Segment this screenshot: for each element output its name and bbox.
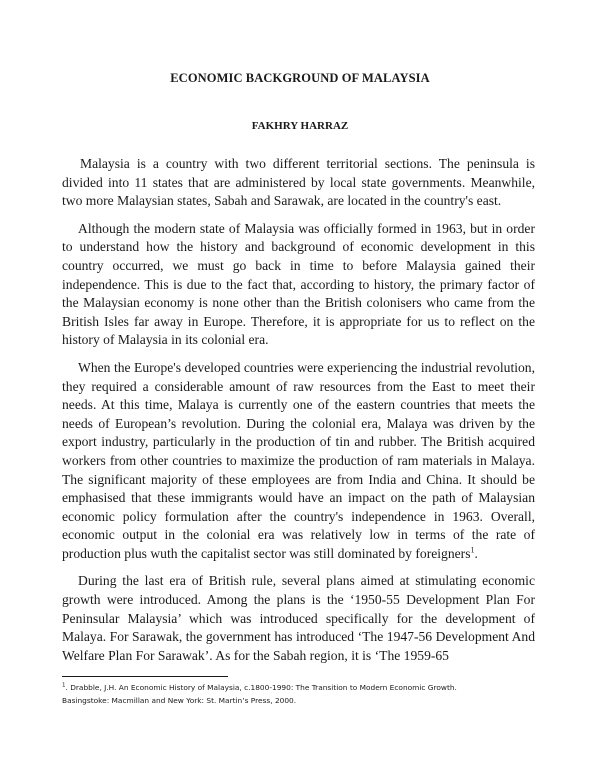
footnote-text-1: . Drabble, J.H. An Economic History of Malaysia, c.1800-1990: The Transition to Modern Economic Growth. (65, 683, 457, 692)
paragraph-3: When the Europe's developed countries were experiencing the industrial revolution, they required a considerable amount of raw resources from the East to meet their needs. At this time, Malaya is currently one of the eastern countries that meets the needs of European’s revolution. During the colonial era, Malaya was driven by the export industry, particularly in the production of tin and rubber. The British acquired workers from other countries to maximize the production of ram materials in Malaya. The significant majority of these employees are from India and China. It should be emphasised that these immigrants would have an impact on the path of Malaysian economic policy formulation after the country's independence in 1963. Overall, economic output in the colonial era was relatively low in terms of the rate of production plus wuth the capitalist sector was still dominated by foreigners$^1$. (62, 359, 535, 561)
document-body (62, 155, 535, 674)
footnote-divider (62, 676, 228, 677)
footnote-reference[interactable]: 1 (470, 545, 475, 555)
author-name: FAKHRY HARRAZ (251, 120, 349, 132)
paragraph-4: During the last era of British rule, several plans aimed at stimulating economic growth were introduced. Among the plans is the ‘1950-55 Development Plan For Peninsular Malaysia’ which was introduced specifically for the development of Malaya. For Sarawak, the government has introduced ‘The 1947-56 Development And Welfare Plan For Sarawak’. As for the Sabah region, it is ‘The 1959-65 (62, 573, 535, 663)
document-title: ECONOMIC BACKGROUND OF MALAYSIA (170, 71, 430, 85)
footnote (62, 682, 542, 707)
paragraph-2: Although the modern state of Malaysia was officially formed in 1963, but in order to understand how the history and background of economic development in this country occurred, we must go back in time to before Malaysia gained their independence. This is due to the fact that, according to history, the primary factor of the Malaysian economy is none other than the British colonisers who came from the British Isles far away in Europe. Therefore, it is appropriate for us to reflect on the history of Malaysia in its colonial era. (62, 220, 535, 348)
footnote-line-1 (62, 682, 542, 695)
footnote-marker: 1 (62, 682, 66, 689)
footnote-text-2: Basingstoke: Macmillan and New York: St. Martin’s Press, 2000. (62, 695, 297, 705)
paragraph-1: Malaysia is a country with two different territorial sections. The peninsula is divided into 11 states that are administered by local state governments. Meanwhile, two more Malaysian states, Sabah and Sarawak, are located in the country's east. (62, 156, 535, 209)
paragraph-3-text: When the Europe's developed countries were experiencing the industrial revolution, they required a considerable amount of raw resources from the East to meet their needs. At this time, Malaya is currently one of the eastern countries that meets the needs of European’s revolution. During the colonial era, Malaya was driven by the export industry, particularly in the production of tin and rubber. The British acquired workers from other countries to maximize the production of ram materials in Malaya. The significant majority of these employees are from India and China. It should be emphasised that these immigrants would have an impact on the path of Malaysian economic policy formulation after the country's independence in 1963. Overall, economic output in the colonial era was relatively low in terms of the rate of production plus wuth the capitalist sector was still dominated by foreigners (62, 359, 535, 561)
